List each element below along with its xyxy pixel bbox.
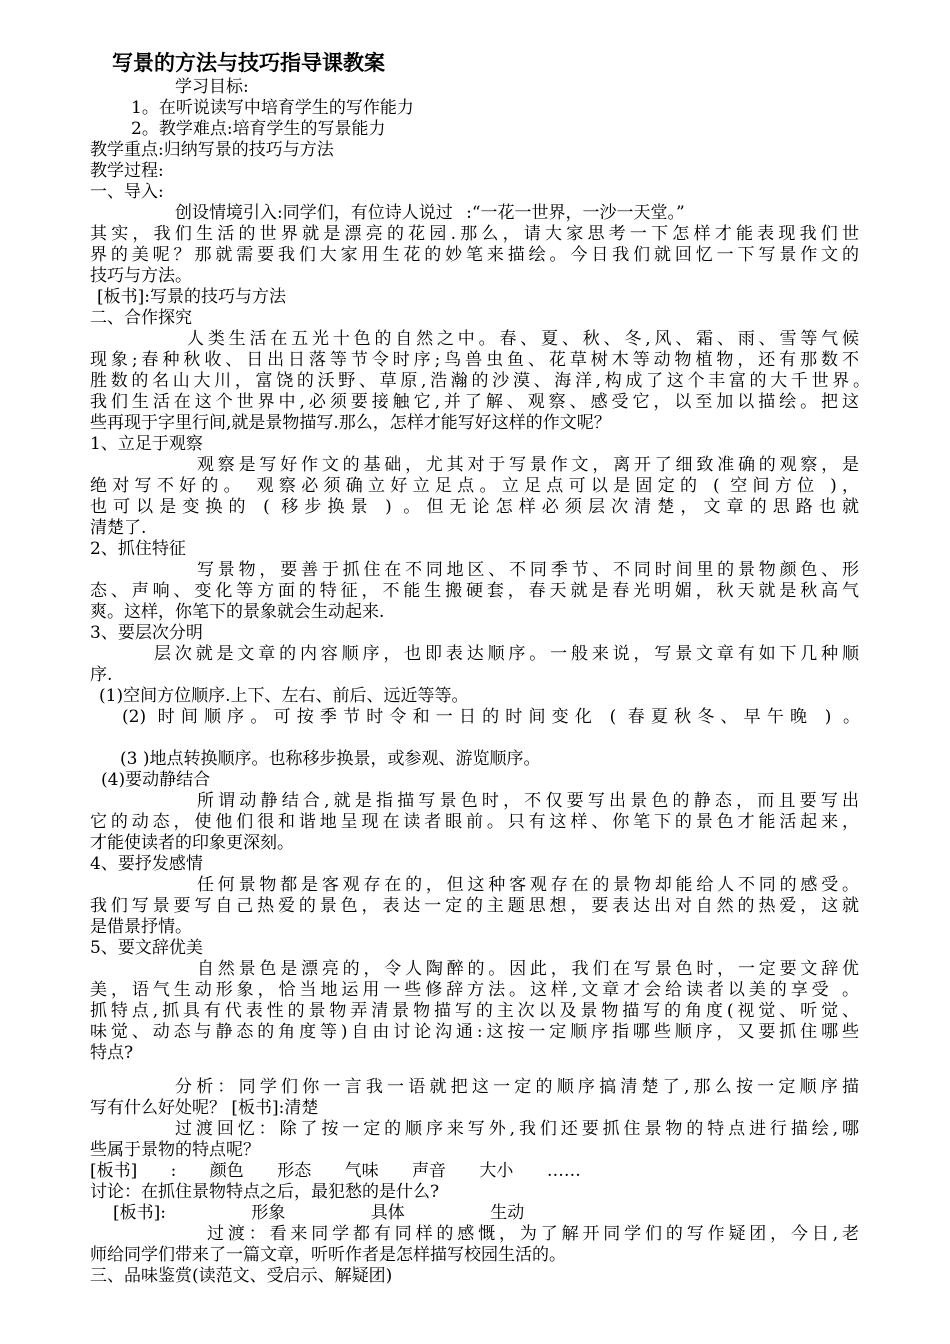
text-line: (3 )地点转换顺序。也称移步换景，或参观、游览顺序。 (120, 749, 541, 769)
text-line: [板书] : 颜色 形态 气味 声音 大小 …… (90, 1161, 581, 1181)
text-line: 二、合作探究 (90, 308, 192, 328)
text-line: 才能使读者的印象更深刻。 (90, 833, 294, 853)
text-line: 2、抓住特征 (90, 539, 186, 559)
text-line: 1、立足于观察 (90, 434, 203, 454)
text-line: 态、声响、变化等方面的特征，不能生搬硬套，春天就是春光明媚，秋天就是秋高气 (90, 581, 859, 601)
text-line: 创设情境引入:同学们，有位诗人说过 :“一花一世界，一沙一天堂。” (175, 203, 685, 223)
text-line: 绝对写不好的。 观察必须确立好立足点。立足点可以是固定的 ( 空间方位 )， (90, 476, 859, 496)
text-line: 5、要文辞优美 (90, 938, 203, 958)
text-line: 爽。这样，你笔下的景象就会生动起来. (90, 602, 385, 622)
text-line: 美，语气生动形象，恰当地运用一些修辞方法。这样,文章才会给读者以美的享受 。 (90, 980, 859, 1000)
text-line: 些属于景物的特点呢？ (90, 1140, 260, 1160)
text-line: 现象;春种秋收、日出日落等节令时序;鸟兽虫鱼、花草树木等动物植物，还有那数不 (90, 350, 859, 370)
text-line: 所谓动静结合,就是指描写景色时，不仅要写出景色的静态，而且要写出 (197, 791, 859, 811)
text-line: 4、要抒发感情 (90, 854, 203, 874)
text-line: 学习目标: (175, 77, 249, 97)
text-line: 特点? (90, 1043, 134, 1063)
text-line: 其实，我们生活的世界就是漂亮的花园.那么，请大家思考一下怎样才能表现我们世 (90, 224, 859, 244)
text-line: (1)空间方位顺序.上下、左右、前后、远近等等。 (99, 686, 469, 706)
text-line: 些再现于字里行间,就是景物描写.那么，怎样才能写好这样的作文呢？ (90, 413, 611, 433)
text-line: 写景物，要善于抓住在不同地区、不同季节、不同时间里的景物颜色、形 (197, 560, 859, 580)
text-line: 自然景色是漂亮的，令人陶醉的。因此，我们在写景色时，一定要文辞优 (197, 959, 859, 979)
text-line: 味觉、动态与静态的角度等)自由讨论沟通:这按一定顺序指哪些顺序，又要抓住哪些 (90, 1022, 859, 1042)
text-line: 讨论：在抓住景物特点之后，最犯愁的是什么? (90, 1182, 440, 1202)
text-line: 它的动态，使他们很和谐地呈现在读者眼前。只有这样、你笔下的景色才能活起来， (90, 812, 859, 832)
text-line: 1。在听说读写中培育学生的写作能力 (131, 98, 414, 118)
text-line: 层次就是文章的内容顺序，也即表达顺序。一般来说，写景文章有如下几种顺 (154, 644, 859, 664)
text-line: 三、品味鉴赏(读范文、受启示、解疑团) (90, 1266, 393, 1286)
text-line: 教学重点:归纳写景的技巧与方法 (90, 140, 334, 160)
text-line: 写有什么好处呢？ [板书]:清楚 (90, 1098, 319, 1118)
text-line: 人类生活在五光十色的自然之中。春、夏、秋、冬,风、霜、雨、雪等气候 (187, 329, 859, 349)
text-line: 界的美呢？那就需要我们大家用生花的妙笔来描绘。今日我们就回忆一下写景作文的 (90, 245, 859, 265)
text-line: 2。教学难点:培育学生的写景能力 (131, 119, 386, 139)
text-line: 抓特点,抓具有代表性的景物弄清景物描写的主次以及景物描写的角度(视觉、听觉、 (90, 1001, 859, 1021)
text-line: 我们写景要写自己热爱的景色，表达一定的主题思想，要表达出对自然的热爱，这就 (90, 896, 859, 916)
text-line: 一、导入: (90, 182, 164, 202)
text-line: 也可以是变换的 ( 移步换景 ) 。但无论怎样必须层次清楚，文章的思路也就 (90, 497, 859, 517)
text-line: 3、要层次分明 (90, 623, 203, 643)
text-line: 过渡：看来同学都有同样的感慨，为了解开同学们的写作疑团，今日,老 (207, 1224, 859, 1244)
text-line: [板书]: 形象 具体 生动 (113, 1203, 525, 1223)
text-line: [板书]:写景的技巧与方法 (97, 287, 286, 307)
text-line: 序. (90, 665, 113, 685)
text-line: 我们生活在这个世界中,必须要接触它,并了解、观察、感受它，以至加以描绘。把这 (90, 392, 859, 412)
text-line: 分析：同学们你一言我一语就把这一定的顺序搞清楚了,那么按一定顺序描 (175, 1077, 859, 1097)
text-line: (4)要动静结合 (101, 770, 211, 790)
text-line: 师给同学们带来了一篇文章，听听作者是怎样描写校园生活的。 (90, 1245, 566, 1265)
text-line: 是借景抒情。 (90, 917, 192, 937)
text-line: 任何景物都是客观存在的，但这种客观存在的景物却能给人不同的感受。 (197, 875, 859, 895)
document-title: 写景的方法与技巧指导课教案 (112, 51, 385, 75)
text-line: 教学过程: (90, 161, 164, 181)
text-line: 清楚了. (90, 518, 147, 538)
text-line: 观察是写好作文的基础，尤其对于写景作文，离开了细致准确的观察，是 (197, 455, 859, 475)
text-line: 过渡回忆：除了按一定的顺序来写外,我们还要抓住景物的特点进行描绘,哪 (175, 1119, 859, 1139)
text-line: 技巧与方法。 (90, 266, 192, 286)
text-line: 胜数的名山大川，富饶的沃野、草原,浩瀚的沙漠、海洋,构成了这个丰富的大千世界。 (90, 371, 870, 391)
text-line: (2) 时间顺序。可按季节时令和一日的时间变化 ( 春夏秋冬、早午晚 ) 。 (122, 707, 860, 727)
